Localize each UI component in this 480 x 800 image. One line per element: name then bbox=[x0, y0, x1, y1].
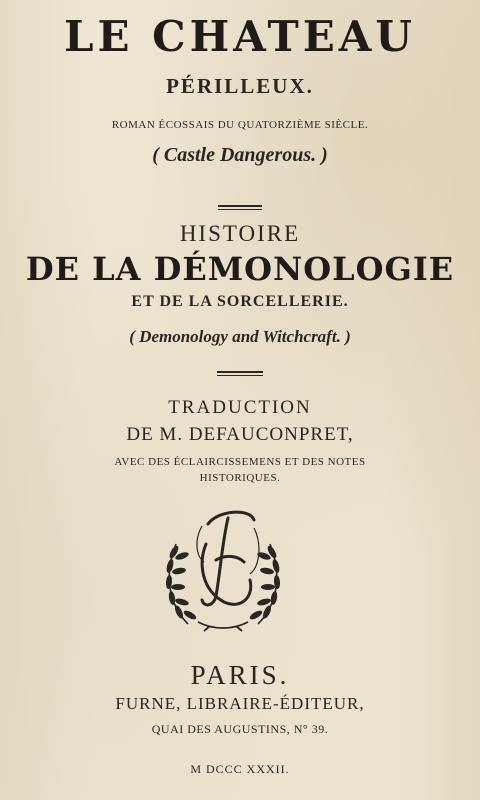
divider-rule-2 bbox=[217, 371, 263, 373]
translator-name: DE M. DEFAUCONPRET, bbox=[126, 424, 354, 445]
notes-line-2: HISTORIQUES. bbox=[199, 472, 281, 484]
english-title: ( Castle Dangerous. ) bbox=[152, 144, 328, 166]
book-title: LE CHATEAU bbox=[63, 12, 417, 61]
second-work-title-1: HISTOIRE bbox=[179, 221, 301, 246]
laurel-wreath-monogram-icon bbox=[158, 504, 288, 632]
divider-rule-1b bbox=[218, 209, 262, 210]
genre-line: ROMAN ÉCOSSAIS DU QUATORZIÈME SIÈCLE. bbox=[111, 119, 369, 131]
second-work-title-3: ET DE LA SORCELLERIE. bbox=[131, 293, 349, 310]
imprint-year: M DCCC XXXII. bbox=[190, 762, 290, 776]
second-work-title-2: DE LA DÉMONOLOGIE bbox=[25, 250, 455, 288]
divider-rule-1 bbox=[218, 205, 262, 207]
notes-line-1: AVEC DES ÉCLAIRCISSEMENS ET DES NOTES bbox=[114, 456, 366, 468]
imprint-address: QUAI DES AUGUSTINS, N° 39. bbox=[151, 722, 329, 736]
translation-heading: TRADUCTION bbox=[168, 397, 312, 418]
second-work-english-title: ( Demonology and Witchcraft. ) bbox=[129, 327, 351, 346]
divider-rule-2b bbox=[217, 375, 263, 376]
book-subtitle: PÉRILLEUX. bbox=[166, 74, 314, 98]
imprint-city: PARIS. bbox=[190, 660, 290, 690]
imprint-publisher: FURNE, LIBRAIRE-ÉDITEUR, bbox=[115, 694, 365, 713]
